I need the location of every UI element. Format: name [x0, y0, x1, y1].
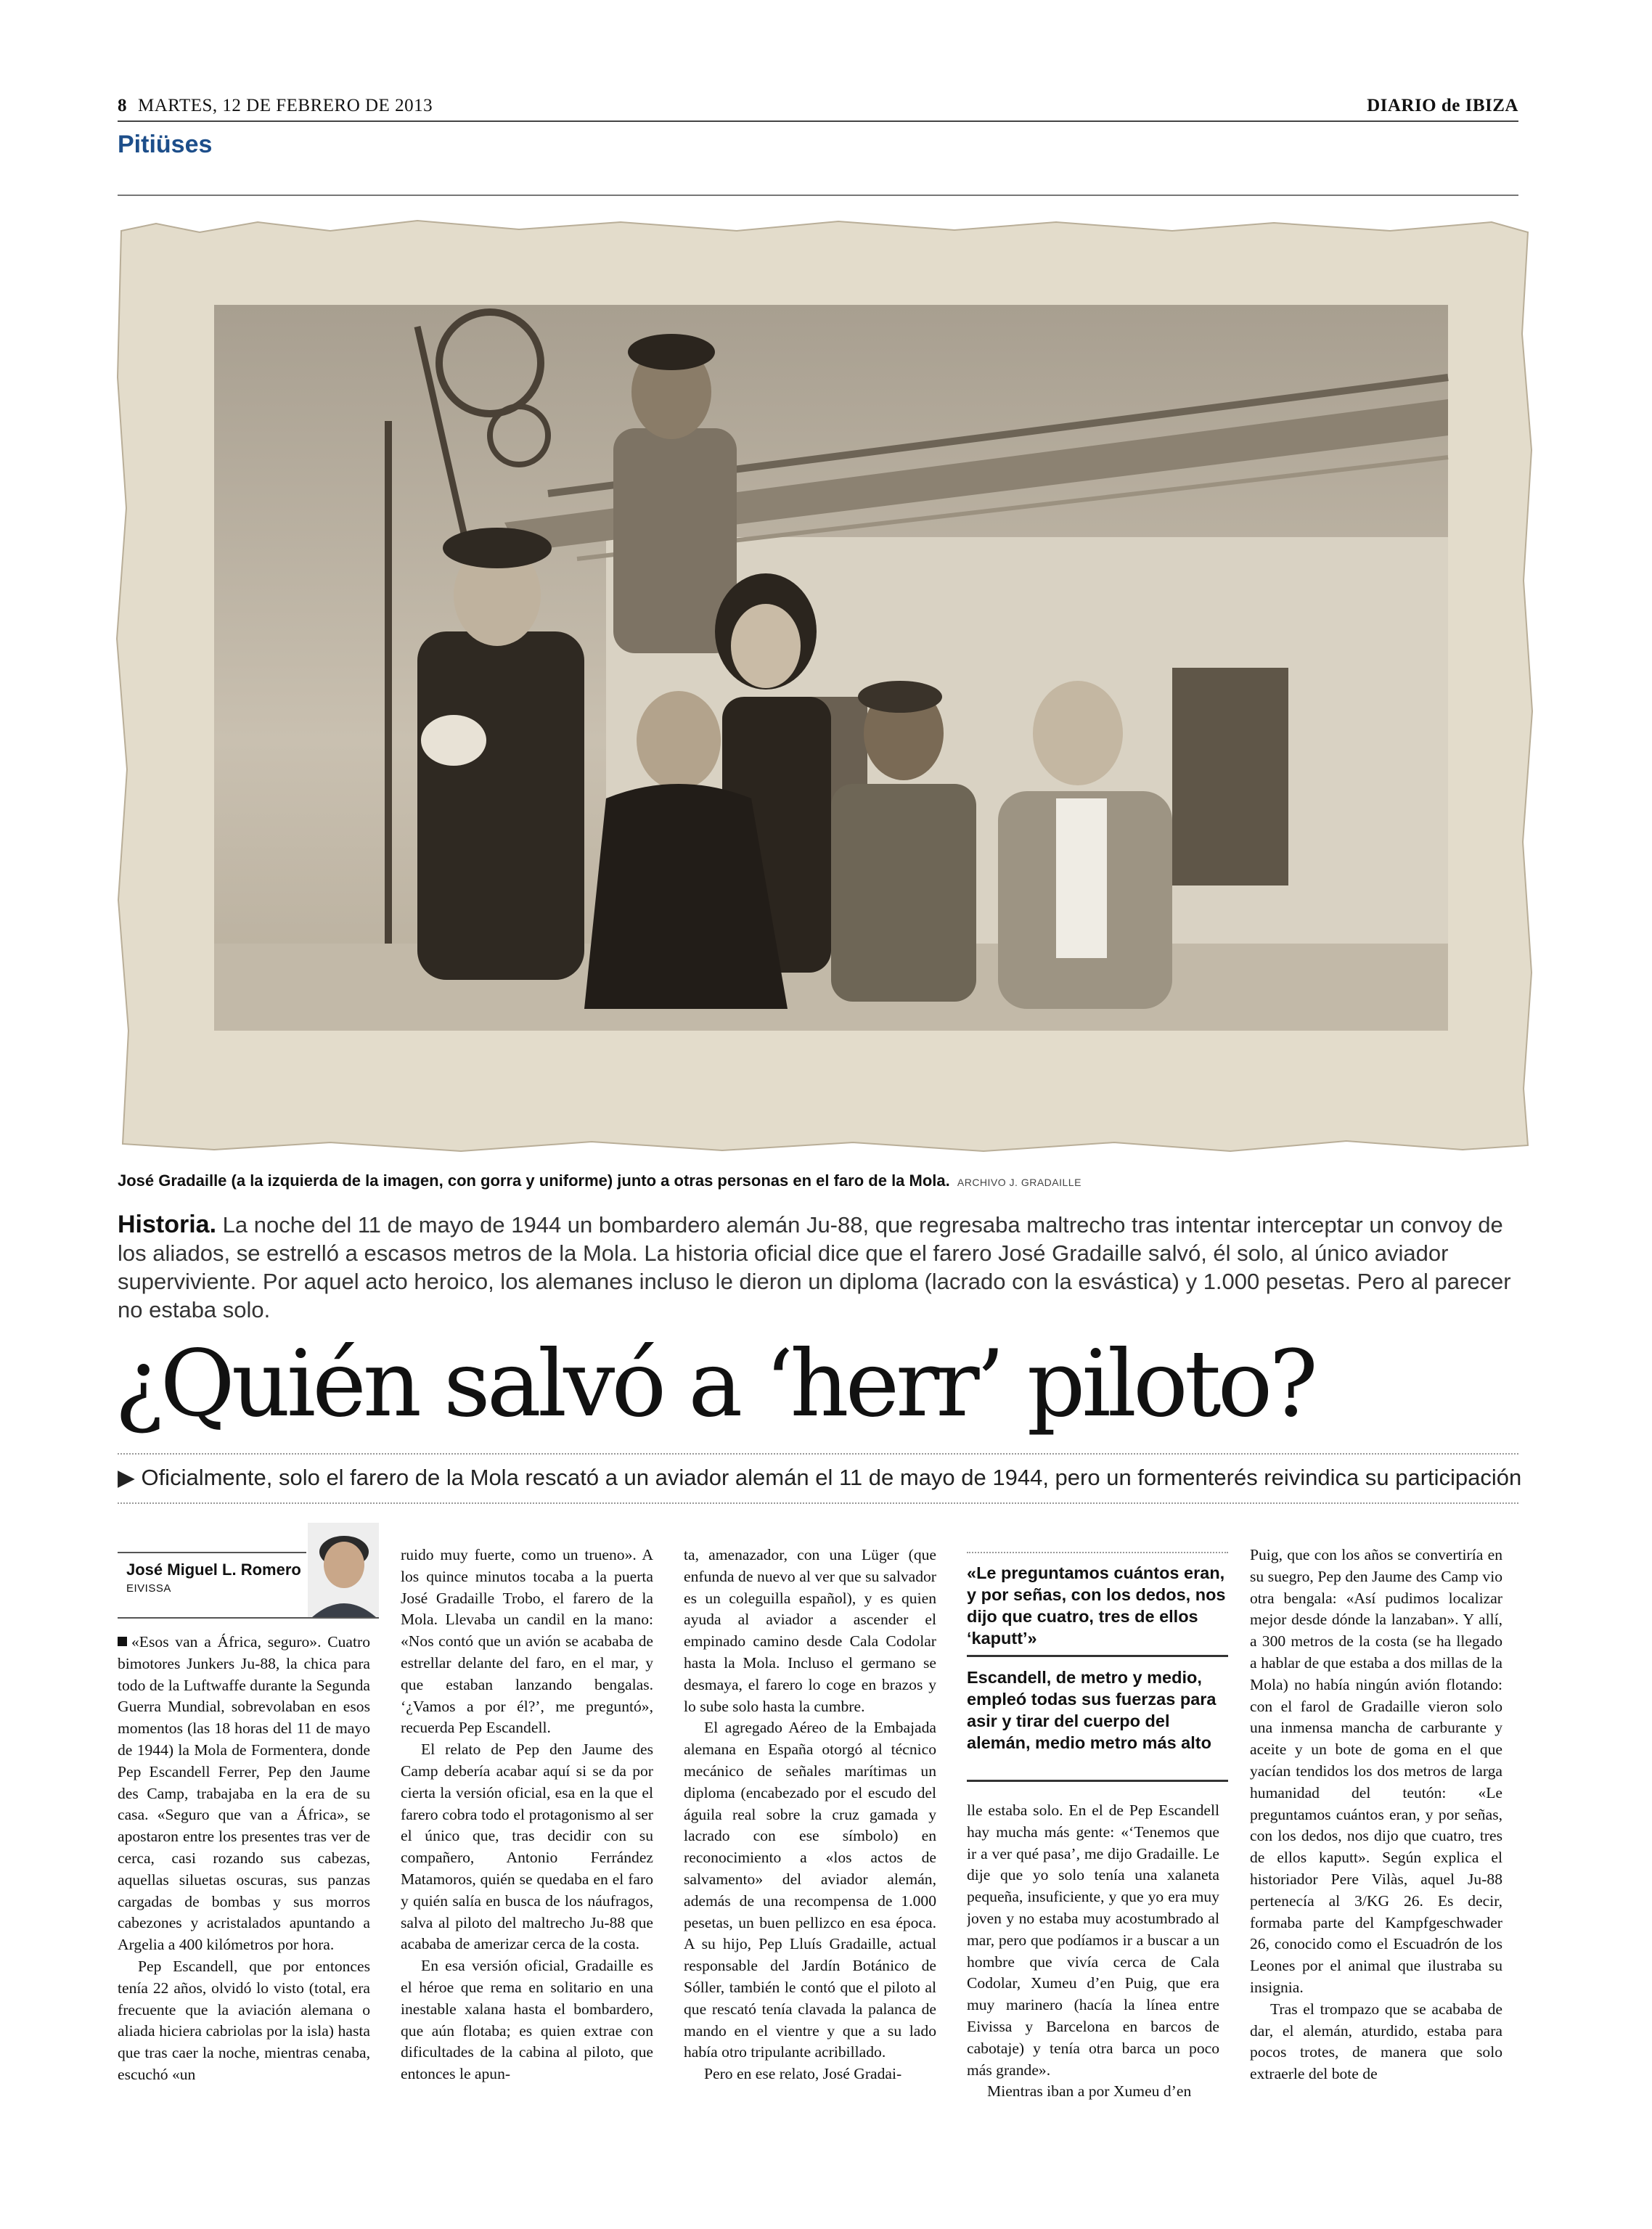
paragraph: Mientras iban a por Xumeu d’en [987, 2082, 1192, 2101]
subheadline-text: Oficialmente, solo el farero de la Mola rescató a un aviador alemán el 11 de mayo de 1944, pero un formenterés reivindica su participación [141, 1465, 1522, 1490]
paragraph: El agregado Aéreo de la Embajada alemana en España otorgó al técnico mecánico de señales marítimas un diploma (encabezado por el escudo del águila real sobre la cruz gamada y lacrado con ese símbolo) en reconocimiento a «los actos de salvamento» del aviador alemán, además de una recompensa de 1.000 pesetas, un buen pellizco en esa época. A su hijo, Pep Lluís Gradaille, actual responsable del Jardín Botánico de Sóller, también le contó que el piloto al que rescató tenía clavada la palanca de mando en el vientre y que a su lado había otro tripulante acribillado. [684, 1719, 936, 2061]
quote-divider-top [967, 1552, 1228, 1553]
paragraph: lle estaba solo. En el de Pep Escandell hay mucha más gente: «‘Tenemos que ir a ver qué pasa’, me dijo Gradaille. Le dije que yo solo tenía una xalaneta pequeña, insuficiente, y que yo era muy joven y no estaba muy acostumbrado al mar, pero que podíamos ir a buscar a un hombre que vivía cerca de Cala Codolar, Xumeu d’en Puig, que era muy marinero (hacía la línea entre Eivissa y Barcelona en barcos de cabotaje) y tenía otra barca un poco más grande». [967, 1801, 1219, 2079]
paragraph: En esa versión oficial, Gradaille es el héroe que rema en solitario en una inestable xalana hasta el bombardero, que aún flotaba; es quien extrae con dificultades de la cabina al piloto, que entonces le apun- [401, 1957, 653, 2083]
issue-date: MARTES, 12 DE FEBRERO DE 2013 [138, 96, 433, 115]
author-location: EIVISSA [126, 1582, 171, 1595]
subhead-divider-bottom [118, 1502, 1518, 1504]
historic-photo [113, 218, 1535, 1154]
byline [118, 1523, 379, 1619]
paragraph: ruido muy fuerte, como un trueno». A los quince minutos tocaba a la puerta José Gradaille Trobo, el farero de la Mola. Llevaba un candil en la mano: «Nos contó que un avión se acababa de estrellar delante del faro, en el mar, y que estaban lanzando bengalas. ‘¿Vamos a por él?’, me preguntó», recuerda Pep Escandell. [401, 1546, 653, 1737]
paragraph: Tras el trompazo que se acababa de dar, el alemán, aturdido, estaba para pocos trotes, de manera que solo extraerle del bote de [1250, 2000, 1502, 2083]
column-3 [684, 1545, 936, 2191]
column-4 [967, 1800, 1219, 2191]
photo-credit: ARCHIVO J. GRADAILLE [957, 1177, 1081, 1188]
quote-divider [967, 1655, 1228, 1657]
section-divider [118, 195, 1518, 196]
column-1 [118, 1632, 370, 2191]
author-name: José Miguel L. Romero [126, 1561, 301, 1579]
lead-paragraph [118, 1211, 1518, 1324]
page-header [118, 93, 1518, 122]
subhead-divider-top [118, 1453, 1518, 1455]
headline: ¿Quién salvó a ‘herr’ piloto? [115, 1330, 1314, 1437]
paragraph: Puig, que con los años se convertiría en su suegro, Pep den Jaume des Camp vio otra bengala: «Así pudimos localizar mejor desde dónde la lanzaban». Y allí, a 300 metros de la costa (se ha llegado a hablar de que estaba a dos millas de la Mola) no había ningún avión flotando: con el farol de Gradaille vieron solo una inmensa mancha de carburante y aceite y un bote de goma en el que yacían tendidos los dos metros de larga humanidad del teutón: «Le preguntamos cuántos eran, y por señas, con los dedos, nos dijo que cuatro, tres de ellos kaputt». Según explica el historiador Pere Vilàs, aquel Ju-88 pertenecía al 3/KG 26. Es decir, formaba parte del Kampfgeschwader 26, conocido como el Escuadrón de los Leones por el animal que ilustraba su insignia. [1250, 1546, 1502, 1996]
subheadline [118, 1465, 1522, 1491]
quote-divider-bottom [967, 1780, 1228, 1782]
column-5 [1250, 1545, 1502, 2191]
caption-text: José Gradaille (a la izquierda de la imagen, con gorra y uniforme) junto a otras personas en el faro de la Mola. [118, 1171, 950, 1190]
byline-rule-top [118, 1552, 306, 1553]
paragraph: ta, amenazador, con una Lüger (que enfunda de nuevo al ver que su salvador es un coleguilla español), y es quien ayuda al aviador a ascender el empinado camino desde Cala Codolar hasta la Mola. Incluso el germano se desmaya, el farero lo coge en brazos y lo sube solo hasta la cumbre. [684, 1546, 936, 1715]
photo-caption [118, 1171, 1518, 1190]
byline-rule-bottom [118, 1617, 379, 1619]
paragraph: Pep Escandell, que por entonces tenía 22 años, olvidó lo visto (total, era frecuente que la aviación alemana o aliada hiciera cabriolas por la isla) hasta que tras caer la noche, mientras cenaba, escuchó «un [118, 1957, 370, 2083]
pull-quote-secondary: Escandell, de metro y medio, empleó todas sus fuerzas para asir y tirar del cuerpo del alemán, medio metro más alto [967, 1668, 1216, 1752]
square-bullet-icon [118, 1637, 127, 1646]
paragraph: «Esos van a África, seguro». Cuatro bimotores Junkers Ju-88, la chica para todo de la Luftwaffe durante la Segunda Guerra Mundial, sobrevolaban en esos momentos (las 18 horas del 11 de mayo de 1944) la Mola de Formentera, donde Pep Escandell Ferrer, Pep den Jaume des Camp, trabajaba en la era de su casa. «Seguro que van a África», se apostaron entre los presentes tras ver de cerca, casi rozando sus cabezas, aquellas siluetas oscuras, sus panzas cargadas de bombas y sus morros cabezones y acristalados apuntando a Argelia a 400 kilómetros por hora. [118, 1633, 370, 1954]
author-avatar [308, 1523, 379, 1617]
lead-label: Historia. [118, 1211, 217, 1238]
section-label: Pitiüses [118, 131, 213, 158]
paragraph: Pero en ese relato, José Gradai- [704, 2065, 902, 2083]
window-shutter-right [1172, 668, 1288, 886]
triangle-icon: ▶ [118, 1465, 142, 1490]
pull-quote: «Le preguntamos cuántos eran, y por señas, con los dedos, nos dijo que cuatro, tres de ellos ‘kaputt’» [967, 1563, 1226, 1648]
newspaper-name: DIARIO de IBIZA [1367, 96, 1518, 115]
page-number: 8 [118, 96, 127, 115]
paragraph: El relato de Pep den Jaume des Camp debería acabar aquí si se da por cierta la versión oficial, esa en la que el farero cobra todo el protagonismo al ser el único que, tras decidir con su compañero, Antonio Ferrández Matamoros, quién se quedaba en el faro y quién salía en busca de los náufragos, salva al piloto del maltrecho Ju-88 que acababa de amerizar cerca de la costa. [401, 1741, 653, 1953]
lead-text: La noche del 11 de mayo de 1944 un bombardero alemán Ju-88, que regresaba maltrecho tras intentar interceptar un convoy de los aliados, se estrelló a escasos metros de la Mola. La historia oficial dice que el farero José Gradaille salvó, él solo, al único aviador superviviente. Por aquel acto heroico, los alemanes incluso le dieron un diploma (lacrado con la esvástica) y 1.000 pesetas. Pero al parecer no estaba solo. [118, 1212, 1511, 1322]
column-2 [401, 1545, 653, 2191]
